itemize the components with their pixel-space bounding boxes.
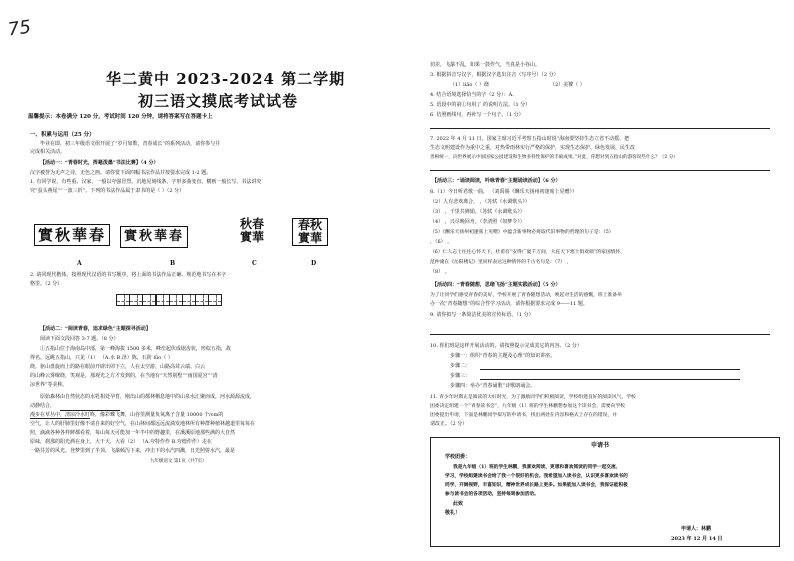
question-text: 7. 2022 年 4 月 11 日，国家主席习近平考察五指山时说“海南要坚持生态立省不动摇，把: [430, 136, 630, 142]
page-footer: 九年级语文 第1页（共7页）: [150, 459, 207, 464]
letter-date: 2023 年 12 月 14 日: [671, 536, 723, 542]
answer-line[interactable]: [430, 334, 770, 335]
exam-title-line2: 初三语文摸底考试试卷: [138, 92, 299, 110]
letter-greeting: 学校团委：: [445, 454, 471, 460]
question-text: （2）人有悲欢离合， ，（苏轼《水调歌头》）: [430, 199, 530, 205]
question-text: 究“蚕头燕尾”“一波三折”。下列的书法作品属于隶书的是（ ）（2 分）: [30, 188, 185, 194]
activity-heading: 【活动一：“青春时光，挥毫泼墨”书法比赛】（4 分）: [40, 160, 159, 166]
question-text: （1）liǎo（ ）绕: [450, 82, 489, 88]
letter-body: 我是九年级（1）班的学生林鹏，我喜欢阅读，更想和喜欢阅读的同学一起交流、: [453, 465, 621, 470]
question-text: 9. 请你拟写一条简洁优美的宣传标语。（1 分）: [430, 312, 534, 318]
option-label-b: B: [170, 260, 176, 267]
question-text: 善相统一，向世界展示中国国家公园建设和生物多样性保护的丰硕成果。”对此，你想对到五指山的游客说些什么？（2 分）: [430, 155, 678, 160]
exam-title-line1: 华二黄中 2023-2024 第二学期: [106, 70, 346, 88]
letter-body: 学习，学校组建读书会给了我一个很好的机会。我希望加入读书会，认识更多喜欢读书的: [445, 474, 628, 479]
question-text: 生态文明建设作为重中之重，对热带雨林实行严格的保护，实现生态保护、绿色发展、民生改: [430, 145, 636, 151]
option-label-d: D: [311, 260, 317, 267]
letter-closing: 敬礼！: [445, 510, 461, 516]
activity-heading: 【活动二：“阅读青春，追求绿色”主题探寻活动】: [40, 326, 151, 332]
question-text: 8.（1）今日听君歌一曲， （刘禹锡《酬乐天扬州初逢席上见赠》）: [430, 189, 578, 195]
question-text: 10. 你们班是这样开展活动的，请按照提示完成其它的内容。（2 分）: [430, 343, 582, 349]
letter-body: 同学，开阔视野，丰富知识，精神世界成长路上更多。如果能加入读书会，我保证能积极: [445, 483, 628, 488]
passage-text: 绕，驱山盘旋而上的路在眼前开辟出卯下立，人在太空游，山路高耸云端、白云: [30, 364, 206, 370]
calligraphy-b: 實秋華春: [120, 226, 188, 248]
answer-line[interactable]: [430, 170, 770, 171]
step-text: 步骤三：: [450, 373, 471, 379]
passage-text: 原味，刹那的阳光洒在身上，大干大，大看（2） （A.夸特作作 B.夸德作作）走在: [30, 439, 212, 445]
question-text: 请改正。（2 分）: [430, 421, 468, 427]
passage-text: 动静结合，: [30, 403, 56, 409]
question-text: 格里。（2 分）: [30, 281, 63, 287]
question-text: 阅读下面文段回答 3-7 题。（8 分）: [40, 336, 119, 342]
question-text: 11. 青少年时期正是阅读的大好时光，为了激励同学们积极阅读，学校组建良好的阅读风气，学校: [430, 395, 636, 400]
question-text: 1. 有同学说，有些重、汉家、一般以夸强冒烈、沉地见刻线条，字形多曲变直，横画一般长写，书法讲究: [30, 179, 262, 185]
question-text: 6. 仿照画线句，再补写一个句子。（1 分）: [430, 112, 524, 118]
question-text: 团委提出申请，下面是林鹏同学拟写的申请书，找出两处在内容和格式上存在的错误，并: [430, 413, 618, 418]
question-text: 范仲淹在《岳阳楼记》里同样表达这种情怀的千古名句是：（7） ，: [430, 260, 572, 265]
passage-text: 凉世界”等美称。: [30, 382, 68, 388]
answer-line[interactable]: [480, 369, 740, 370]
question-text: （5）《酬乐天扬州初逢席上见赠》中蕴含新事物必将取代旧事物的哲理的句子是：（5）: [430, 230, 614, 235]
calligraphy-c: 秋春 實華: [239, 217, 264, 244]
question-text: 4. 结合语境选择恰当的字（2 分）：A.: [430, 92, 514, 98]
step-text: 步骤一：组织“青春的主题及心理”的知识讲座。: [450, 353, 556, 359]
passage-text: 照，滴滴各种各样鲜都看着，每山每天可能加一年半中的野趣里，在溪溪原地那些满的大自然: [30, 430, 236, 436]
passage-text: 一路芬芳的风光。登梦里到了半顶，飞瀑倾泻下来，冲击下的水汽四溅，日光照射水汽，最是: [30, 448, 236, 454]
passage-text: 漫步在草丛中，清凉冷水叮咚，像彩蝶飞舞，山谷里测量负氧离子含量 10000 个/cm的: [30, 412, 224, 418]
intro-text: 完成相关活动。: [30, 149, 66, 155]
letter-signature: 申请人：林鹏: [681, 526, 712, 532]
activity-heading: 【活动四：“青春随想，思绪飞扬”主题实践活动】（5 分）: [432, 282, 561, 288]
question-text: 团委决定组建一个“青春读书会”，九年级（1）班的学生林鹏想参加这个读书会，需要向学校: [430, 404, 626, 409]
answer-line[interactable]: [480, 379, 740, 380]
answer-line[interactable]: [430, 128, 770, 129]
section-heading: 一、积累与运用（25 分）: [30, 132, 95, 138]
passage-text: 得名。远眺五指山，只见（1） （A.水 B.泽）陈，石阶 lǜo（ ）: [30, 355, 173, 361]
letter-title: 申请书: [591, 442, 610, 449]
writing-grid[interactable]: [116, 294, 222, 306]
question-text: 2. 请同现代楷体，按照现代汉语的书写顺序，将上面的书法作品正确、规范地书写在本字: [30, 272, 227, 278]
step-text: 步骤四：举办“青春诵歌”诗歌朗诵会。: [450, 383, 536, 389]
passage-text: 原始森林由自然状态的水乳相处孕育，刚出山的都林栖息地中的山泉水汇聚而成，河水源源流成，: [40, 394, 256, 400]
passage-text: ①五指山位于海南岛中部，第一峰海拔 1500 多米，峰峦起伏成锯齿状，形似五指，故: [40, 346, 231, 352]
calligraphy-a: 實秋華春: [34, 224, 110, 246]
step-text: 步骤二：: [450, 363, 471, 369]
activity-heading: 【活动三：“诵读阅读，吟咏青春”主题诵读活动】（6 分）: [432, 178, 561, 184]
question-text: 汉字被誉为无声之诗，无色之画。请你赏下面四幅书法作品并按要求完成 1-2 题。: [30, 170, 212, 176]
passage-text: 切差，飞瀑不乱，如果一鼓作气，当真是小谷山。: [430, 62, 541, 68]
question-text: （4） ，兴尽晚回舟。（李清照《如梦令》）: [430, 219, 525, 225]
question-text: 5. 语段中的第①句用了 的说明方法。（1 分）: [430, 102, 531, 108]
intro-text: 毕业在即，初三年级语文组开展了“岁月如歌，青春成长”的系列活动，请你参与并: [40, 141, 221, 147]
exam-notice: 温馨提示：本卷满分 120 分，考试时间 120 分钟，请将答案写在答题卡上: [28, 114, 213, 120]
letter-body: 参与读书会的各项活动，坚持每周参加活动。: [445, 492, 539, 497]
question-text: （8） 。: [430, 269, 450, 275]
question-text: ，（6） 。: [430, 239, 453, 245]
calligraphy-d: 春秋 實華: [292, 218, 328, 246]
question-text: （2）美饕（ ）: [550, 82, 585, 88]
handwritten-mark: 75: [6, 16, 33, 41]
answer-line[interactable]: [60, 410, 120, 411]
question-text: 3. 根据拼音写汉字，根据汉字选出注音（写序号）（2 分）: [430, 72, 559, 78]
question-text: 办一次“青春随想”的综合性学习活动，请你根据要求完成 9——11 题。: [430, 301, 588, 307]
right-page: [410, 0, 794, 561]
letter-closing: 此致: [453, 501, 464, 507]
passage-text: 空气，让人的肝肺里好像不请自来的好空气，在山林间都远远流淌发地林所有种群种植林越道里每每在: [30, 421, 256, 427]
option-label-c: C: [252, 260, 257, 267]
passage-text: 的山峰云雾缭绕，笑观是，那观光之方才发到的，在当地有“天然别墅”“南国夏宫”“清: [30, 373, 218, 379]
question-text: （3） ，千里共婵娟。（苏轼《水调歌头》）: [430, 209, 525, 215]
application-letter-box: [430, 437, 780, 547]
question-text: （6）仁人志士往往心怀天下，杜甫有“安得广厦千万间，大庇天下寒士俱欢颜”的家国情怀，: [430, 250, 626, 255]
option-label-a: A: [77, 260, 82, 267]
question-text: 为了让同学们感受青春的美好，学校开展了青春随想活动，唤起对生活的感慨，班上准备举: [430, 293, 622, 298]
